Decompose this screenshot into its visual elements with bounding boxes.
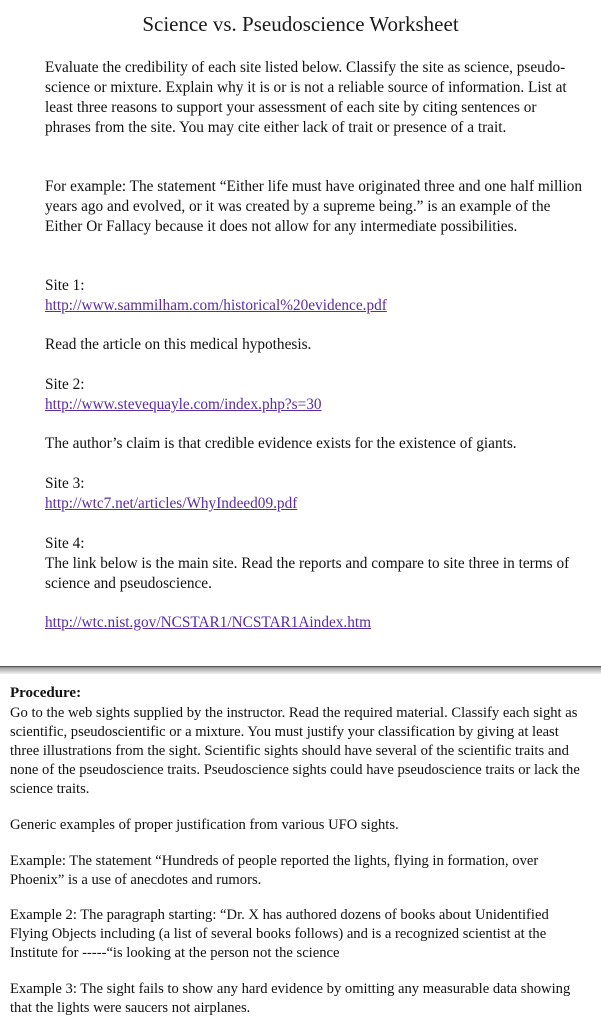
example-paragraph: For example: The statement “Either life must have originated three and one half million years ago and evolved, or it was created by a supreme being.” is an example of the Either Or Fallacy because it does not allow for any intermediate possibilities. [45,178,583,235]
site-2-link[interactable]: http://www.stevequayle.com/index.php?s=30 [45,396,322,413]
site-2-label: Site 2: [45,376,85,393]
instructions-paragraph: Evaluate the credibility of each site listed below. Classify the site as science, pseudo-science or mixture. Explain why it is or is not a reliable source of information. List at least three reasons to support your assessment of each site by citing sentences or phrases from the site. You may cite either lack of trait or presence of a trait. [45,59,567,136]
site-3-link[interactable]: http://wtc7.net/articles/WhyIndeed09.pdf [45,495,298,512]
procedure-text: Go to the web sights supplied by the instructor. Read the required material. Classify each sight as scientific, pseudoscientific or a mixture. You must justify your classification by giving at least three illustrations from the sight. Scientific sights should have several of the scientific traits and none of the pseudoscience traits. Pseudoscience sights could have pseudoscience traits or lack the science traits. [10,705,580,797]
example-1-text: Example: The statement “Hundreds of people reported the lights, flying in formation, over Phoenix” is a use of anecdotes and rumors. [10,853,539,888]
site-1-label: Site 1: [45,277,85,294]
page-divider [0,666,601,674]
site-1-link[interactable]: http://www.sammilham.com/historical%20evidence.pdf [45,297,387,314]
worksheet-title: Science vs. Pseudoscience Worksheet [142,12,459,36]
site-4-link[interactable]: http://wtc.nist.gov/NCSTAR1/NCSTAR1Aindex.htm [45,614,372,631]
procedure-heading: Procedure: [10,685,82,701]
example-2-text: Example 2: The paragraph starting: “Dr. X has authored dozens of books about Unidentified Flying Objects including (a list of several books follows) and is a recognized scientist at the Institute for -----“is looking at the person not the science [10,907,549,961]
site-2-note: The author’s claim is that credible evidence exists for the existence of giants. [45,435,517,452]
site-4-label: Site 4: [45,535,85,552]
site-3-label: Site 3: [45,475,85,492]
example-3-text: Example 3: The sight fails to show any hard evidence by omitting any measurable data showing that the lights were saucers not airplanes. [10,981,571,1016]
page-divider-line [0,666,601,667]
generic-examples-text: Generic examples of proper justification from various UFO sights. [10,817,399,833]
site-4-note: The link below is the main site. Read the reports and compare to site three in terms of science and pseudoscience. [45,555,570,592]
site-1-note: Read the article on this medical hypothesis. [45,336,312,353]
procedure-section [0,674,601,1024]
